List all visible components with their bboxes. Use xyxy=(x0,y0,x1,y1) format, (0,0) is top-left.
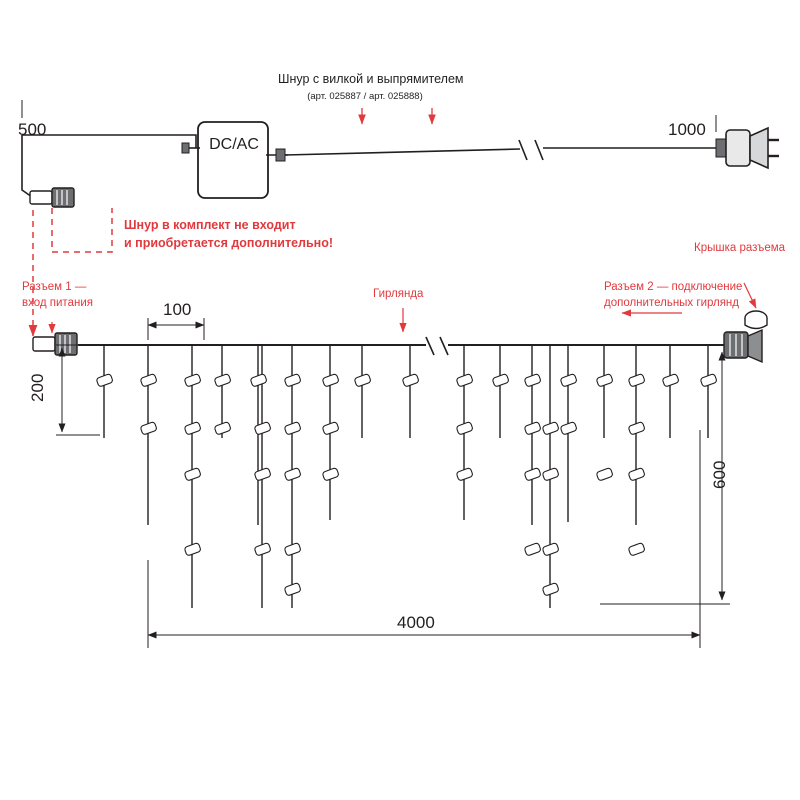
garland-label: Гирлянда xyxy=(373,288,424,300)
cord-break-symbol xyxy=(519,140,543,160)
optional-cord-dashed-link xyxy=(52,208,112,252)
top-cord-article: (арт. 025887 / арт. 025888) xyxy=(307,91,423,102)
connector1-label-line1: Разъем 1 — xyxy=(22,281,87,293)
top-caption-arrows xyxy=(280,108,432,148)
connector-1-input xyxy=(33,333,77,355)
led-capsules xyxy=(96,374,717,597)
module-label: DC/AC xyxy=(209,136,259,153)
connector2-label-line2: дополнительных гирлянд xyxy=(604,297,739,309)
cord-female-connector xyxy=(30,188,74,207)
dimension-200-line xyxy=(56,345,100,435)
dimension-1000-label: 1000 xyxy=(668,120,706,139)
dimension-100-label: 100 xyxy=(163,300,192,319)
wall-plug-icon xyxy=(716,128,779,168)
dimension-500-label: 500 xyxy=(18,120,47,139)
top-cord-title: Шнур с вилкой и выпрямителем xyxy=(278,72,464,86)
dimension-4000-label: 4000 xyxy=(397,613,435,632)
dimension-200-label: 200 xyxy=(28,373,48,402)
connector2-label-line1: Разъем 2 — подключение xyxy=(604,281,743,293)
connector-2-output xyxy=(724,330,762,362)
connector-cover xyxy=(745,311,767,329)
garland-break-symbol xyxy=(426,337,448,355)
dimension-600-label: 600 xyxy=(710,460,730,489)
dimension-100-line xyxy=(148,318,204,340)
connector-cover-label: Крышка разъема xyxy=(694,242,786,254)
top-cord-path xyxy=(22,135,722,197)
optional-cord-note-line2: и приобретается дополнительно! xyxy=(124,236,334,250)
optional-cord-note-line1: Шнур в комплект не входит xyxy=(124,218,296,232)
cover-pointer-arrow xyxy=(744,283,756,308)
rectifier-module xyxy=(182,122,288,198)
connector1-label-line2: вход питания xyxy=(22,297,93,309)
